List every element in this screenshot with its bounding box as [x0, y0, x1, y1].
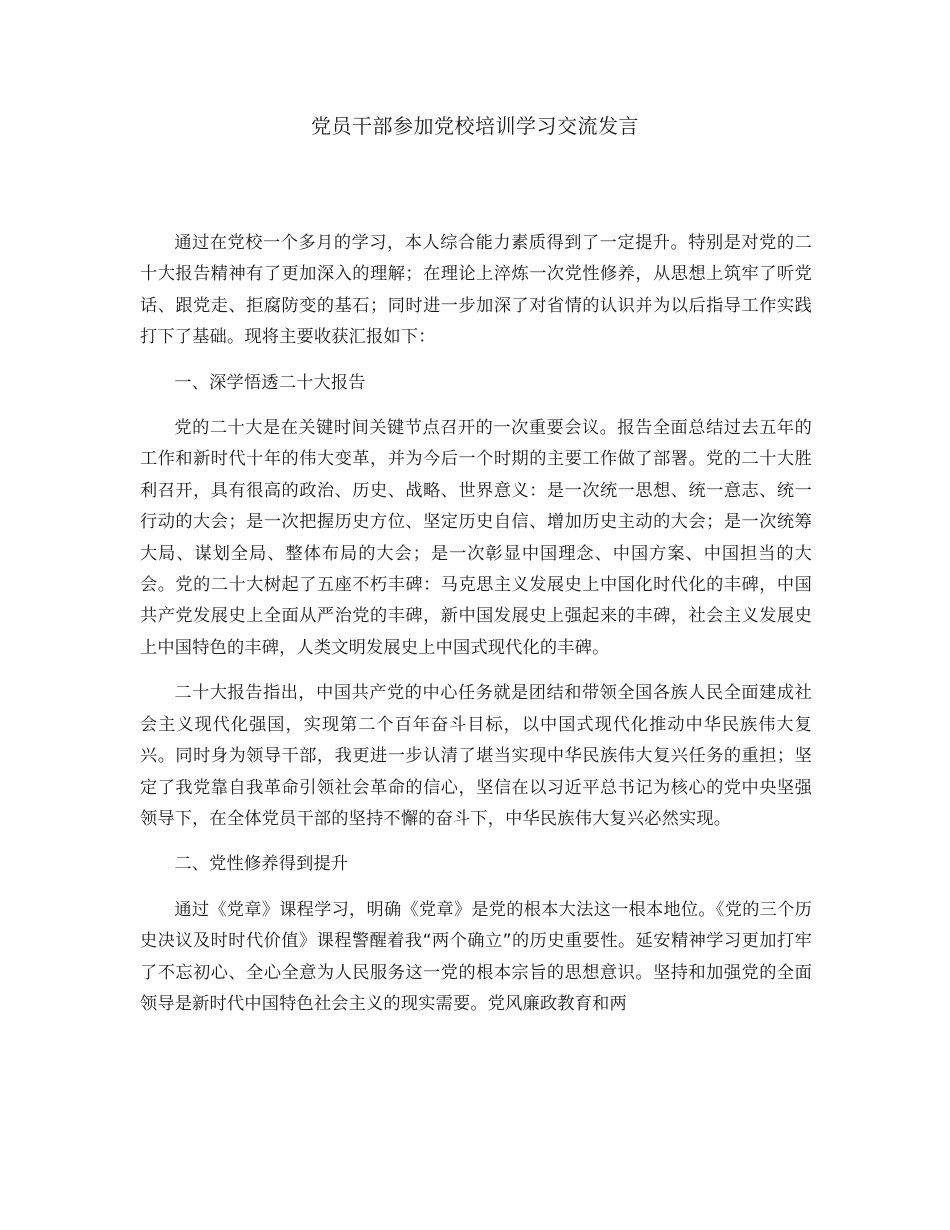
section-heading-1: 一、深学悟透二十大报告 [174, 372, 366, 393]
paragraph-intro: 通过在党校一个多月的学习，本人综合能力素质得到了一定提升。特别是对党的二十大报告精神有了更加深入的理解；在理论上淬炼一次党性修养，从思想上筑牢了听党话、跟党走、拒腐防变的基石；同时进一步加深了对省情的认识并为以后指导工作实践打下了基础。现将主要收获汇报如下： [140, 233, 812, 348]
paragraph-section2-a: 通过《党章》课程学习，明确《党章》是党的根本大法这一根本地位。《党的三个历史决议及时时代价值》课程警醒着我“两个确立”的历史重要性。延安精神学习更加打牢了不忘初心、全心全意为人民服务这一党的根本宗旨的思想意识。坚持和加强党的全面领导是新时代中国特色社会主义的现实需要。党风廉政教育和两 [140, 899, 812, 1014]
document-title: 党员干部参加党校培训学习交流发言 [311, 114, 639, 138]
document-body [140, 228, 812, 1034]
paragraph-section1-b: 二十大报告指出，中国共产党的中心任务就是团结和带领全国各族人民全面建成社会主义现代化强国，实现第二个百年奋斗目标，以中国式现代化推动中华民族伟大复兴。同时身为领导干部，我更进一步认清了堪当实现中华民族伟大复兴任务的重担；坚定了我党靠自我革命引领社会革命的信心，坚信在以习近平总书记为核心的党中央坚强领导下，在全体党员干部的坚持不懈的奋斗下，中华民族伟大复兴必然实现。 [140, 683, 812, 829]
section-heading-2: 二、党性修养得到提升 [174, 854, 349, 875]
paragraph-section1-a: 党的二十大是在关键时间关键节点召开的一次重要会议。报告全面总结过去五年的工作和新时代十年的伟大变革，并为今后一个时期的主要工作做了部署。党的二十大胜利召开，具有很高的政治、历史、战略、世界意义：是一次统一思想、统一意志、统一行动的大会；是一次把握历史方位、坚定历史自信、增加历史主动的大会；是一次统筹大局、谋划全局、整体布局的大会；是一次彰显中国理念、中国方案、中国担当的大会。党的二十大树起了五座不朽丰碑：马克思主义发展史上中国化时代化的丰碑，中国共产党发展史上全面从严治党的丰碑，新中国发展史上强起来的丰碑，社会主义发展史上中国特色的丰碑，人类文明发展史上中国式现代化的丰碑。 [140, 418, 812, 658]
